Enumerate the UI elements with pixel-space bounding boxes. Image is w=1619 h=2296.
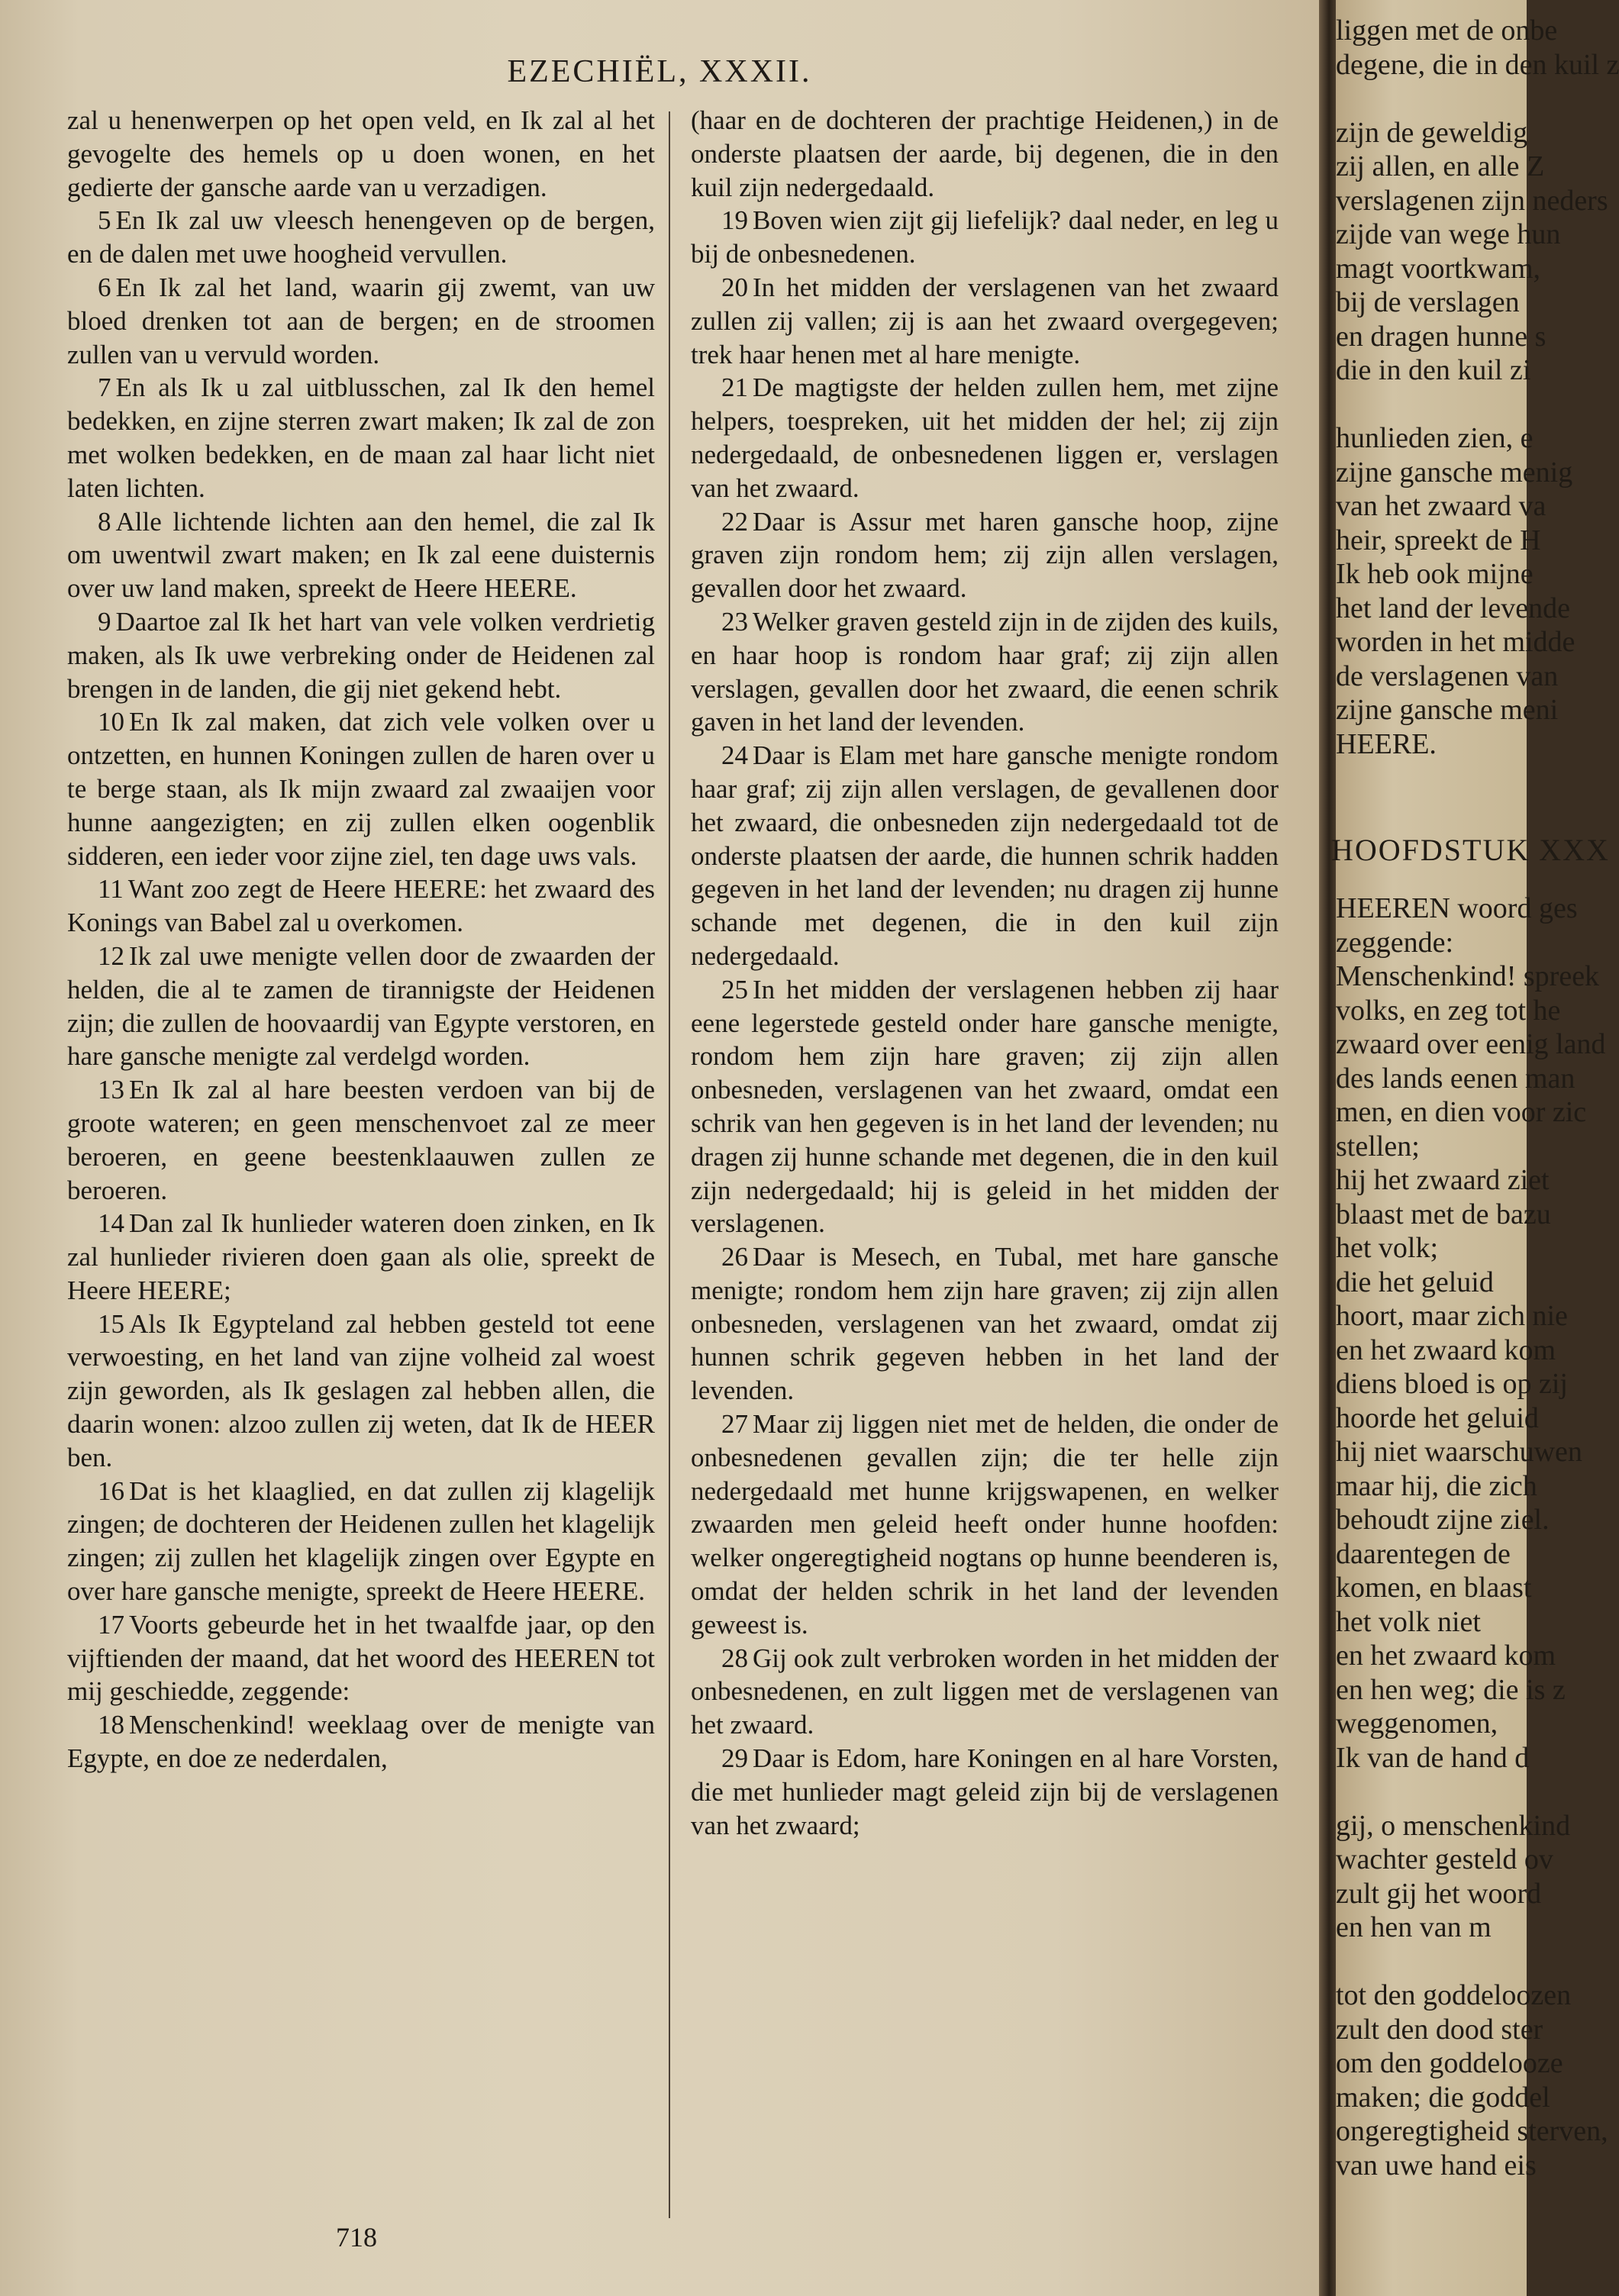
facing-page-line: behoudt zijne ziel.	[1336, 1504, 1550, 1536]
verse-text: Alle lichtende lichten aan den hemel, die zal Ik om uwentwil zwart maken; en Ik zal eene duisternis over uw land maken, spreekt de Heere HEERE.	[67, 506, 655, 604]
verse-number: 26	[721, 1242, 748, 1272]
verse-paragraph	[691, 1240, 1279, 1408]
column-divider	[669, 111, 670, 2218]
facing-page-line: des lands eenen man	[1336, 1062, 1575, 1095]
verse-number: 24	[721, 740, 748, 771]
verse-paragraph	[67, 204, 655, 271]
facing-page-line: hoort, maar zich nie	[1336, 1300, 1568, 1332]
verse-number: 5	[98, 205, 111, 236]
right-column	[691, 104, 1279, 1842]
facing-page-line: gij, o menschenkind	[1336, 1809, 1571, 1842]
facing-page-line: zijne gansche meni	[1336, 694, 1559, 726]
facing-page-line: daarentegen de	[1336, 1537, 1511, 1570]
verse-text: Dat is het klaaglied, en dat zullen zij klagelijk zingen; de dochteren der Heidenen zullen het klagelijk zingen; zij zullen het klagelijk zingen over Egypte en over hare gansche menigte, spreekt de Heere HEERE.	[67, 1475, 655, 1607]
verse-text: Want zoo zegt de Heere HEERE: het zwaard des Konings van Babel zal u overkomen.	[67, 874, 655, 938]
verse-text: Welker graven gesteld zijn in de zijden des kuils, en haar hoop is rondom haar graf; zij zijn allen verslagen, gevallen door het zwaard, die eenen schrik gaven in het land der levenden.	[691, 606, 1279, 737]
verse-paragraph	[67, 104, 655, 204]
facing-page-line: het land der levende	[1336, 592, 1571, 624]
verse-paragraph	[67, 1608, 655, 1708]
verse-text: En Ik zal maken, dat zich vele volken over u ontzetten, en hunnen Koningen zullen de haren over u te berge staan, als Ik mijn zwaard zal zwaaijen voor hunne aangezigten; en zij zullen elken oogenblik sidderen, een ieder voor zijne ziel, ten dage uws vals.	[67, 707, 655, 871]
facing-page-line: HEERE.	[1336, 727, 1437, 760]
facing-page-line: hunlieden zien, e	[1336, 422, 1534, 454]
facing-page-line: en dragen hunne s	[1336, 320, 1546, 353]
verse-paragraph	[691, 1642, 1279, 1742]
verse-number: 12	[98, 940, 124, 971]
verse-text: Maar zij liggen niet met de helden, die onder de onbesnedenen gevallen zijn; die ter helle zijn nedergedaald met hunne krijgswapenen, en welker zwaarden men geleid heeft onder hunne hoofden: welker ongeregtigheid nogtans op hunne beenderen is, omdat der helden schrik in het land der levenden geweest is.	[691, 1409, 1279, 1640]
verse-text: (haar en de dochteren der prachtige Heidenen,) in de onderste plaatsen der aarde, bij degenen, die in den kuil zijn nedergedaald.	[691, 105, 1279, 202]
facing-page-line: magt voortkwam,	[1336, 252, 1541, 285]
facing-page-line: hij het zwaard ziet	[1336, 1164, 1550, 1196]
facing-page-line: verslagenen zijn neders	[1336, 184, 1608, 217]
facing-page-line: het volk niet	[1336, 1605, 1481, 1638]
verse-paragraph	[691, 271, 1279, 371]
verse-paragraph	[67, 940, 655, 1073]
verse-number: 22	[721, 506, 748, 537]
left-column	[67, 104, 655, 1775]
facing-page-line: degene, die in den kuil z	[1336, 48, 1619, 81]
verse-paragraph	[691, 1742, 1279, 1842]
verse-text: Daar is Edom, hare Koningen en al hare Vorsten, die met hunlieder magt geleid zijn bij de verslagenen van het zwaard;	[691, 1743, 1279, 1840]
facing-page-line: en het zwaard kom	[1336, 1640, 1556, 1672]
verse-number: 9	[98, 606, 111, 637]
facing-page-line: liggen met de onbe	[1336, 15, 1558, 47]
facing-page-line: Ik heb ook mijne	[1336, 558, 1534, 590]
verse-number: 27	[721, 1409, 748, 1440]
verse-text: In het midden der verslagenen van het zwaard zullen zij vallen; zij is aan het zwaard overgegeven; trek haar henen met al hare menigte.	[691, 272, 1279, 369]
verse-text: In het midden der verslagenen hebben zij haar eene legerstede gesteld onder hare gansche menigte, rondom hem zijn hare graven; zij zijn allen onbesneden, verslagenen van het zwaard, omdat een schrik van hen gegeven is in het land der levenden; nu dragen zij hunne schande met degenen, die in den kuil zijn nedergedaald; hij is geleid in het midden der verslagenen.	[691, 974, 1279, 1239]
facing-page-line: weggenomen,	[1336, 1707, 1498, 1740]
verse-number: 7	[98, 372, 111, 403]
verse-text: En Ik zal al hare beesten verdoen van bij de groote wateren; en geen menschenvoet zal ze meer beroeren, en geene beestenklaauwen zullen ze beroeren.	[67, 1075, 655, 1205]
verse-text: Daar is Mesech, en Tubal, met hare gansche menigte; rondom hem zijn hare graven; zij zijn allen onbesneden, verslagenen van het zwaard, omdat zij hunnen schrik gegeven hebben in het land der levenden.	[691, 1242, 1279, 1406]
verse-text: Daar is Assur met haren gansche hoop, zijne graven zijn rondom hem; zij zijn allen verslagen, gevallen door het zwaard.	[691, 506, 1279, 604]
verse-number: 28	[721, 1643, 748, 1673]
verse-number: 6	[98, 272, 111, 302]
page-number: 718	[336, 2222, 377, 2252]
verse-text: En Ik zal uw vleesch henengeven op de bergen, en de dalen met uwe hoogheid vervullen.	[67, 205, 655, 269]
verse-paragraph	[67, 872, 655, 940]
facing-page-line: worden in het midde	[1336, 626, 1575, 658]
facing-page-line: zij allen, en alle Z	[1336, 150, 1545, 182]
facing-page-line: zult gij het woord	[1336, 1877, 1542, 1910]
verse-number: 18	[98, 1710, 124, 1740]
facing-page-line: blaast met de bazu	[1336, 1198, 1551, 1230]
verse-number: 20	[721, 272, 748, 302]
facing-page-line: maar hij, die zich	[1336, 1469, 1537, 1502]
verse-paragraph	[67, 1207, 655, 1307]
facing-page-line: die in den kuil zi	[1336, 354, 1531, 386]
verse-paragraph	[691, 605, 1279, 739]
facing-page-line: zwaard over eenig land	[1336, 1028, 1606, 1060]
facing-page-line: van het zwaard va	[1336, 490, 1546, 522]
verse-text: Menschenkind! weeklaag over de menigte van Egypte, en doe ze nederdalen,	[67, 1710, 655, 1774]
facing-page-line: HEEREN woord ges	[1336, 892, 1578, 924]
facing-page-line: maken; die goddel	[1336, 2081, 1550, 2114]
verse-text: Daar is Elam met hare gansche menigte rondom haar graf; zij zijn allen verslagen, de gevallenen door het zwaard, die onbesneden zijn nedergedaald tot de onderste plaatsen der aarde, die hunnen schrik hadden gegeven in het land der levenden; nu dragen zij hunne schande met degenen, die in den kuil zijn nedergedaald.	[691, 740, 1279, 971]
verse-paragraph	[691, 371, 1279, 505]
facing-page-line: bij de verslagen	[1336, 286, 1520, 318]
verse-text: Ik zal uwe menigte vellen door de zwaarden der helden, die al te zamen de tirannigste der Heidenen zijn; die zullen de hoovaardij van Egypte verstoren, en hare gansche menigte zal verdelgd worden.	[67, 940, 655, 1072]
verse-number: 10	[98, 707, 124, 737]
facing-chapter-heading: HOOFDSTUK XXX	[1331, 833, 1610, 867]
verse-paragraph	[67, 1475, 655, 1608]
verse-paragraph	[67, 1073, 655, 1207]
facing-page-line: tot den goddeloozen	[1336, 1979, 1572, 2011]
facing-page	[1331, 0, 1619, 2296]
verse-text: De magtigste der helden zullen hem, met zijne helpers, toespreken, uit het midden der hel; zij zijn nedergedaald, de onbesnedenen liggen er, verslagen van het zwaard.	[691, 372, 1279, 503]
verse-text: Als Ik Egypteland zal hebben gesteld tot eene verwoesting, en het land van zijne volheid zal woest zijn geworden, als Ik geslagen zal hebben allen, die daarin wonen: alzoo zullen zij weten, dat Ik de HEER ben.	[67, 1308, 655, 1472]
verse-number: 23	[721, 606, 748, 637]
verse-paragraph	[67, 1708, 655, 1775]
verse-text: Boven wien zijt gij liefelijk? daal neder, en leg u bij de onbesnedenen.	[691, 205, 1279, 269]
facing-page-line: komen, en blaast	[1336, 1572, 1532, 1604]
facing-page-line: Ik van de hand d	[1336, 1741, 1530, 1774]
facing-page-line: zijde van wege hun	[1336, 218, 1561, 250]
facing-page-line: die het geluid	[1336, 1266, 1494, 1298]
verse-number: 21	[721, 372, 748, 403]
facing-page-line: volks, en zeg tot he	[1336, 994, 1561, 1027]
verse-paragraph	[691, 104, 1279, 204]
verse-number: 11	[98, 874, 124, 905]
verse-text: zal u henenwerpen op het open veld, en Ik zal al het gevogelte des hemels op u doen wonen, en het gedierte der gansche aarde van u verzadigen.	[67, 105, 655, 202]
facing-page-line: hoorde het geluid	[1336, 1401, 1539, 1434]
verse-number: 8	[98, 506, 111, 537]
verse-number: 19	[721, 205, 748, 236]
verse-text: En als Ik u zal uitblusschen, zal Ik den hemel bedekken, en zijne sterren zwart maken; Ik zal de zon met wolken bedekken, en de maan zal haar licht niet laten lichten.	[67, 372, 655, 503]
facing-page-line: en hen van m	[1336, 1911, 1492, 1943]
verse-number: 16	[98, 1475, 124, 1506]
verse-paragraph	[67, 705, 655, 872]
verse-paragraph	[691, 739, 1279, 973]
verse-paragraph	[691, 204, 1279, 271]
facing-page-line: en hen weg; die is z	[1336, 1673, 1566, 1706]
facing-page-line: diens bloed is op zij	[1336, 1368, 1568, 1400]
verse-number: 25	[721, 974, 748, 1004]
facing-page-line: zijne gansche menig	[1336, 456, 1573, 489]
verse-text: Dan zal Ik hunlieder wateren doen zinken, en Ik zal hunlieder rivieren doen gaan als olie, spreekt de Heere HEERE;	[67, 1208, 655, 1305]
verse-text: Gij ook zult verbroken worden in het midden der onbesnedenen, en zult liggen met de verslagenen van het zwaard.	[691, 1643, 1279, 1740]
verse-paragraph	[691, 1408, 1279, 1642]
verse-paragraph	[691, 973, 1279, 1240]
book-gutter	[1319, 0, 1336, 2296]
facing-page-line: ongeregtigheid sterven,	[1336, 2115, 1608, 2147]
facing-page-line: wachter gesteld ov	[1336, 1843, 1553, 1875]
verse-text: Voorts gebeurde het in het twaalfde jaar, op den vijftienden der maand, dat het woord des HEEREN tot mij geschiedde, zeggende:	[67, 1609, 655, 1707]
facing-page-line: om den goddelooze	[1336, 2047, 1563, 2079]
facing-page-line: de verslagenen van	[1336, 659, 1559, 692]
verse-number: 13	[98, 1075, 124, 1105]
verse-number: 14	[98, 1208, 124, 1239]
verse-number: 15	[98, 1308, 124, 1339]
facing-page-line: men, en dien voor zic	[1336, 1096, 1587, 1128]
facing-page-line: Menschenkind! spreek	[1336, 960, 1600, 992]
facing-page-line: zijn de geweldig	[1336, 116, 1528, 149]
running-header: EZECHIËL, XXXII.	[507, 54, 812, 89]
facing-page-line: stellen;	[1336, 1130, 1420, 1163]
facing-page-line: het volk;	[1336, 1232, 1439, 1264]
facing-page-line: zeggende:	[1336, 926, 1454, 959]
verse-paragraph	[67, 605, 655, 705]
verse-paragraph	[691, 505, 1279, 605]
verse-number: 29	[721, 1743, 748, 1774]
verse-paragraph	[67, 1308, 655, 1475]
facing-page-line: hij niet waarschuwen	[1336, 1436, 1582, 1468]
facing-page-line: van uwe hand eis	[1336, 2149, 1537, 2182]
verse-text: Daartoe zal Ik het hart van vele volken verdrietig maken, als Ik uwe verbreking onder de Heidenen zal brengen in de landen, die gij niet gekend hebt.	[67, 606, 655, 704]
verse-number: 17	[98, 1609, 124, 1640]
verse-paragraph	[67, 271, 655, 371]
facing-page-line: zult den dood ster	[1336, 2013, 1543, 2046]
verse-text: En Ik zal het land, waarin gij zwemt, van uw bloed drenken tot aan de bergen; en de stroomen zullen van u vervuld worden.	[67, 272, 655, 369]
facing-page-line: heir, spreekt de H	[1336, 524, 1541, 556]
verse-paragraph	[67, 371, 655, 505]
verse-paragraph	[67, 505, 655, 605]
facing-page-line: en het zwaard kom	[1336, 1333, 1556, 1366]
